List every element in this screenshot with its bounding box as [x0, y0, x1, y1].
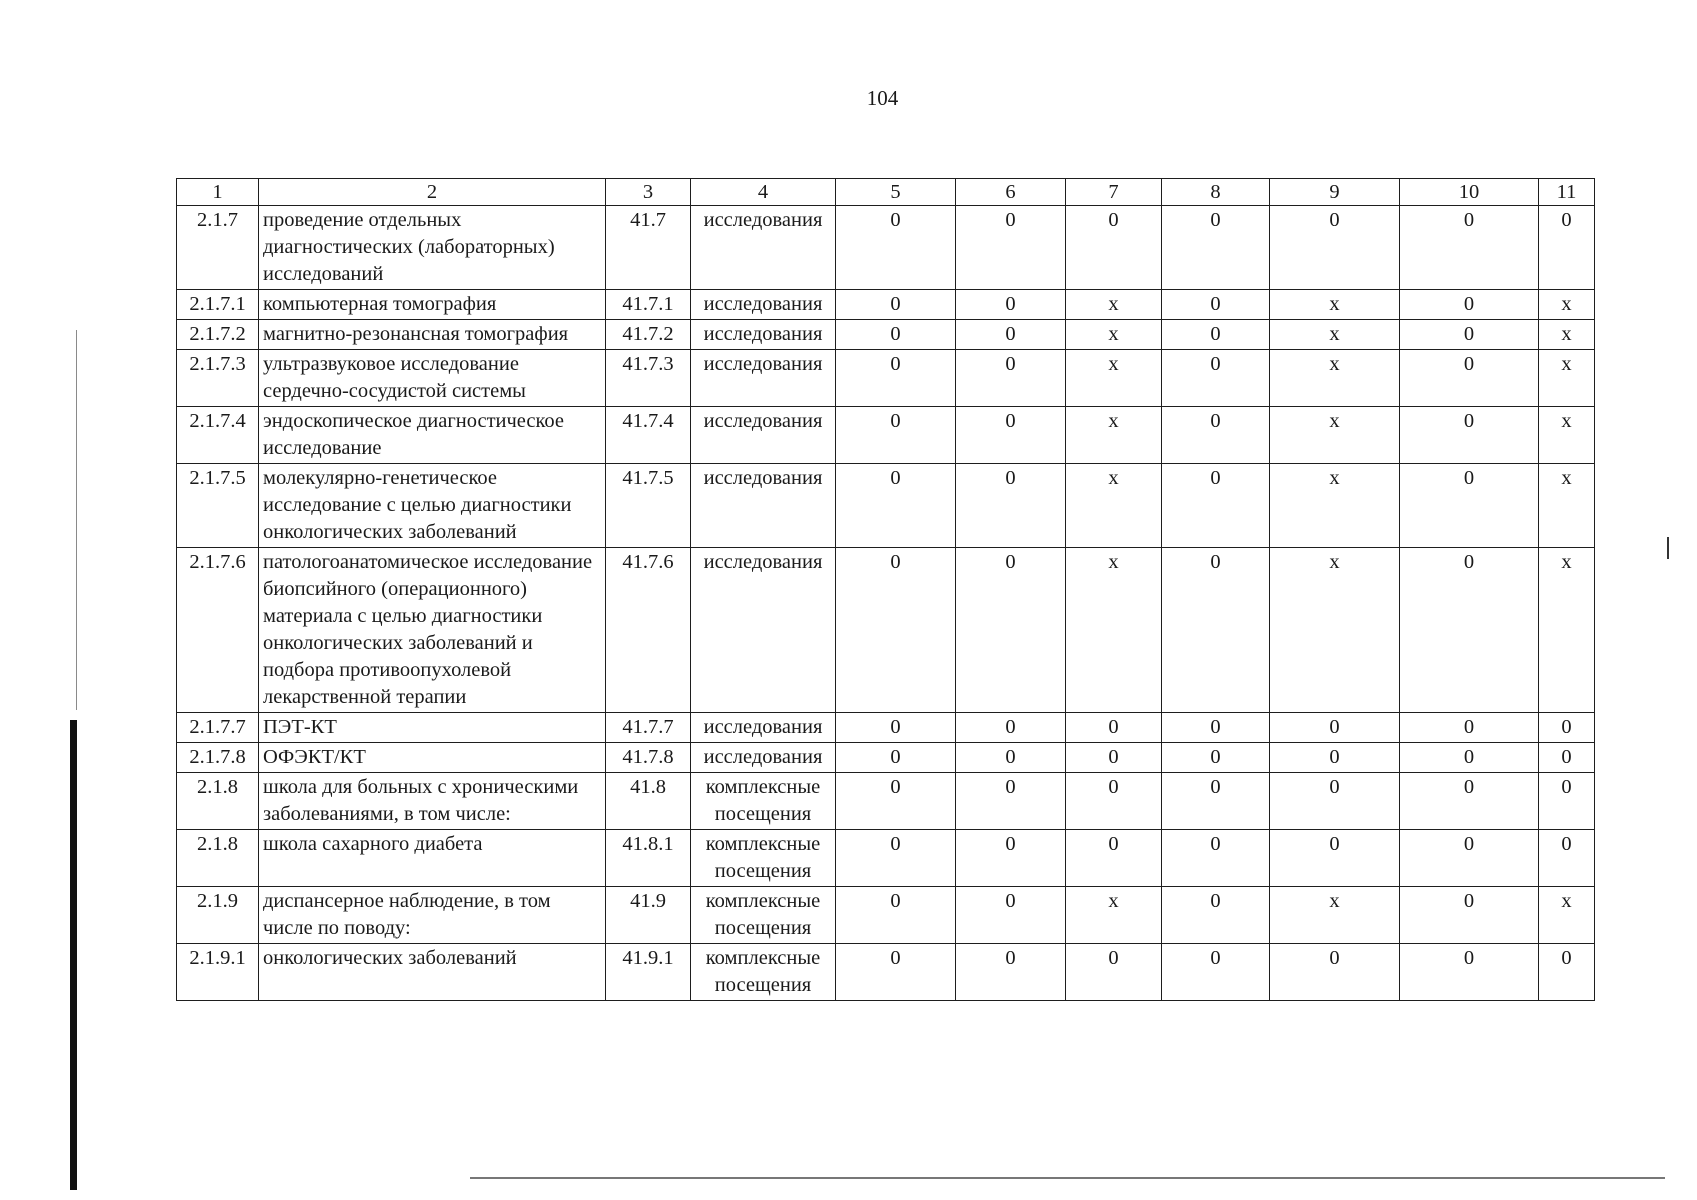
row-value: 0 [956, 743, 1066, 773]
row-code: 41.9.1 [606, 944, 691, 1001]
column-header: 9 [1270, 179, 1400, 206]
table-row [177, 713, 1595, 743]
row-name: патологоанатомическое исследование биопсийного (операционного) материала с целью диагностики онкологических заболеваний и подбора противоопухолевой лекарственной терапии [259, 548, 606, 713]
row-value: 0 [836, 206, 956, 290]
row-value: x [1270, 464, 1400, 548]
header-row [177, 179, 1595, 206]
row-value: 0 [1162, 290, 1270, 320]
row-name: магнитно-резонансная томография [259, 320, 606, 350]
row-value: 0 [1400, 464, 1539, 548]
row-name: ультразвуковое исследование сердечно-сосудистой системы [259, 350, 606, 407]
row-value: 0 [836, 830, 956, 887]
row-value: 0 [956, 464, 1066, 548]
row-code: 41.7.2 [606, 320, 691, 350]
column-header: 8 [1162, 179, 1270, 206]
row-value: 0 [1400, 290, 1539, 320]
row-value: 0 [1400, 773, 1539, 830]
page-number: 104 [866, 86, 899, 110]
row-number: 2.1.7 [177, 206, 259, 290]
row-value: x [1539, 320, 1595, 350]
row-value: 0 [1539, 743, 1595, 773]
row-value: 0 [1162, 350, 1270, 407]
row-value: 0 [836, 464, 956, 548]
row-name: онкологических заболеваний [259, 944, 606, 1001]
row-unit: комплексные посещения [691, 944, 836, 1001]
row-value: 0 [1270, 773, 1400, 830]
column-header: 4 [691, 179, 836, 206]
row-number: 2.1.7.7 [177, 713, 259, 743]
table-row [177, 320, 1595, 350]
row-value: x [1539, 407, 1595, 464]
row-value: 0 [1162, 830, 1270, 887]
row-value: 0 [1400, 887, 1539, 944]
row-value: x [1539, 350, 1595, 407]
row-value: 0 [1162, 407, 1270, 464]
row-code: 41.7.1 [606, 290, 691, 320]
row-name: диспансерное наблюдение, в том числе по поводу: [259, 887, 606, 944]
row-value: 0 [836, 290, 956, 320]
column-header: 5 [836, 179, 956, 206]
row-name: компьютерная томография [259, 290, 606, 320]
row-code: 41.7.6 [606, 548, 691, 713]
row-value: 0 [1162, 320, 1270, 350]
row-value: 0 [1539, 830, 1595, 887]
row-unit: комплексные посещения [691, 830, 836, 887]
row-value: 0 [956, 887, 1066, 944]
row-unit: исследования [691, 407, 836, 464]
row-value: 0 [1066, 206, 1162, 290]
row-value: 0 [1162, 206, 1270, 290]
row-value: 0 [1400, 944, 1539, 1001]
row-unit: исследования [691, 320, 836, 350]
row-value: 0 [1066, 773, 1162, 830]
row-value: x [1066, 464, 1162, 548]
row-value: 0 [1400, 743, 1539, 773]
row-value: 0 [1539, 206, 1595, 290]
row-value: x [1270, 350, 1400, 407]
row-number: 2.1.8 [177, 773, 259, 830]
row-value: x [1066, 407, 1162, 464]
row-value: 0 [836, 320, 956, 350]
row-value: 0 [1066, 743, 1162, 773]
row-value: 0 [836, 743, 956, 773]
table-row [177, 743, 1595, 773]
row-code: 41.9 [606, 887, 691, 944]
row-value: 0 [1400, 407, 1539, 464]
scan-mark [1667, 537, 1669, 559]
table-row [177, 944, 1595, 1001]
row-value: x [1066, 350, 1162, 407]
row-unit: исследования [691, 206, 836, 290]
row-value: 0 [956, 830, 1066, 887]
row-value: 0 [1400, 320, 1539, 350]
row-value: 0 [1400, 350, 1539, 407]
row-value: 0 [1162, 464, 1270, 548]
row-value: 0 [1066, 830, 1162, 887]
row-value: 0 [1162, 887, 1270, 944]
row-value: 0 [1066, 713, 1162, 743]
row-name: молекулярно-генетическое исследование с целью диагностики онкологических заболеваний [259, 464, 606, 548]
row-value: 0 [1400, 713, 1539, 743]
column-header: 6 [956, 179, 1066, 206]
row-number: 2.1.9 [177, 887, 259, 944]
row-code: 41.7 [606, 206, 691, 290]
row-unit: исследования [691, 548, 836, 713]
row-number: 2.1.7.8 [177, 743, 259, 773]
row-value: 0 [1400, 548, 1539, 713]
row-value: 0 [836, 944, 956, 1001]
row-value: 0 [1270, 830, 1400, 887]
table-body [177, 206, 1595, 1001]
row-value: 0 [956, 350, 1066, 407]
row-unit: исследования [691, 743, 836, 773]
row-number: 2.1.9.1 [177, 944, 259, 1001]
row-value: 0 [836, 773, 956, 830]
row-number: 2.1.7.1 [177, 290, 259, 320]
row-value: x [1066, 548, 1162, 713]
row-value: x [1066, 320, 1162, 350]
row-value: 0 [956, 713, 1066, 743]
row-value: 0 [1400, 206, 1539, 290]
row-value: 0 [1162, 743, 1270, 773]
row-value: 0 [1539, 713, 1595, 743]
row-value: 0 [1539, 944, 1595, 1001]
table-row [177, 407, 1595, 464]
column-header: 1 [177, 179, 259, 206]
row-value: x [1270, 548, 1400, 713]
row-value: 0 [1539, 773, 1595, 830]
row-value: 0 [956, 944, 1066, 1001]
row-value: 0 [1162, 773, 1270, 830]
row-value: x [1539, 887, 1595, 944]
row-value: 0 [836, 548, 956, 713]
table-row [177, 290, 1595, 320]
row-value: x [1539, 548, 1595, 713]
table-row [177, 206, 1595, 290]
row-name: школа сахарного диабета [259, 830, 606, 887]
row-value: 0 [1066, 944, 1162, 1001]
row-value: 0 [836, 350, 956, 407]
column-header: 2 [259, 179, 606, 206]
row-value: x [1066, 887, 1162, 944]
table-row [177, 464, 1595, 548]
row-value: 0 [1162, 548, 1270, 713]
table-row [177, 887, 1595, 944]
row-number: 2.1.8 [177, 830, 259, 887]
row-value: 0 [956, 320, 1066, 350]
row-value: x [1270, 407, 1400, 464]
row-value: 0 [1270, 713, 1400, 743]
column-header: 11 [1539, 179, 1595, 206]
row-value: x [1270, 290, 1400, 320]
row-code: 41.7.3 [606, 350, 691, 407]
row-value: 0 [836, 887, 956, 944]
column-header: 10 [1400, 179, 1539, 206]
row-value: x [1539, 290, 1595, 320]
row-code: 41.8.1 [606, 830, 691, 887]
row-number: 2.1.7.4 [177, 407, 259, 464]
column-header: 3 [606, 179, 691, 206]
row-unit: исследования [691, 464, 836, 548]
row-number: 2.1.7.3 [177, 350, 259, 407]
table-row [177, 830, 1595, 887]
row-code: 41.8 [606, 773, 691, 830]
row-value: 0 [1270, 743, 1400, 773]
row-value: 0 [956, 548, 1066, 713]
row-value: 0 [1162, 713, 1270, 743]
row-code: 41.7.4 [606, 407, 691, 464]
row-unit: исследования [691, 713, 836, 743]
row-name: ПЭТ-КТ [259, 713, 606, 743]
row-value: x [1539, 464, 1595, 548]
table-row [177, 773, 1595, 830]
row-unit: исследования [691, 350, 836, 407]
row-value: 0 [1162, 944, 1270, 1001]
row-code: 41.7.8 [606, 743, 691, 773]
scan-edge-line [76, 330, 77, 710]
scan-bottom-line [470, 1177, 1665, 1179]
row-name: ОФЭКТ/КТ [259, 743, 606, 773]
row-value: 0 [836, 407, 956, 464]
row-number: 2.1.7.2 [177, 320, 259, 350]
row-value: 0 [1270, 944, 1400, 1001]
row-code: 41.7.7 [606, 713, 691, 743]
row-value: x [1270, 887, 1400, 944]
row-value: 0 [836, 713, 956, 743]
row-value: 0 [956, 407, 1066, 464]
table-row [177, 350, 1595, 407]
row-value: x [1066, 290, 1162, 320]
row-value: 0 [956, 206, 1066, 290]
statistics-table [176, 178, 1595, 1001]
row-value: 0 [956, 773, 1066, 830]
row-number: 2.1.7.6 [177, 548, 259, 713]
column-header: 7 [1066, 179, 1162, 206]
row-number: 2.1.7.5 [177, 464, 259, 548]
row-value: 0 [1270, 206, 1400, 290]
table-row [177, 548, 1595, 713]
row-value: 0 [1400, 830, 1539, 887]
row-unit: комплексные посещения [691, 773, 836, 830]
row-name: эндоскопическое диагностическое исследование [259, 407, 606, 464]
row-unit: исследования [691, 290, 836, 320]
row-unit: комплексные посещения [691, 887, 836, 944]
row-value: x [1270, 320, 1400, 350]
row-name: проведение отдельных диагностических (лабораторных) исследований [259, 206, 606, 290]
row-code: 41.7.5 [606, 464, 691, 548]
row-value: 0 [956, 290, 1066, 320]
scan-edge-bar [70, 720, 77, 1190]
row-name: школа для больных с хроническими заболеваниями, в том числе: [259, 773, 606, 830]
